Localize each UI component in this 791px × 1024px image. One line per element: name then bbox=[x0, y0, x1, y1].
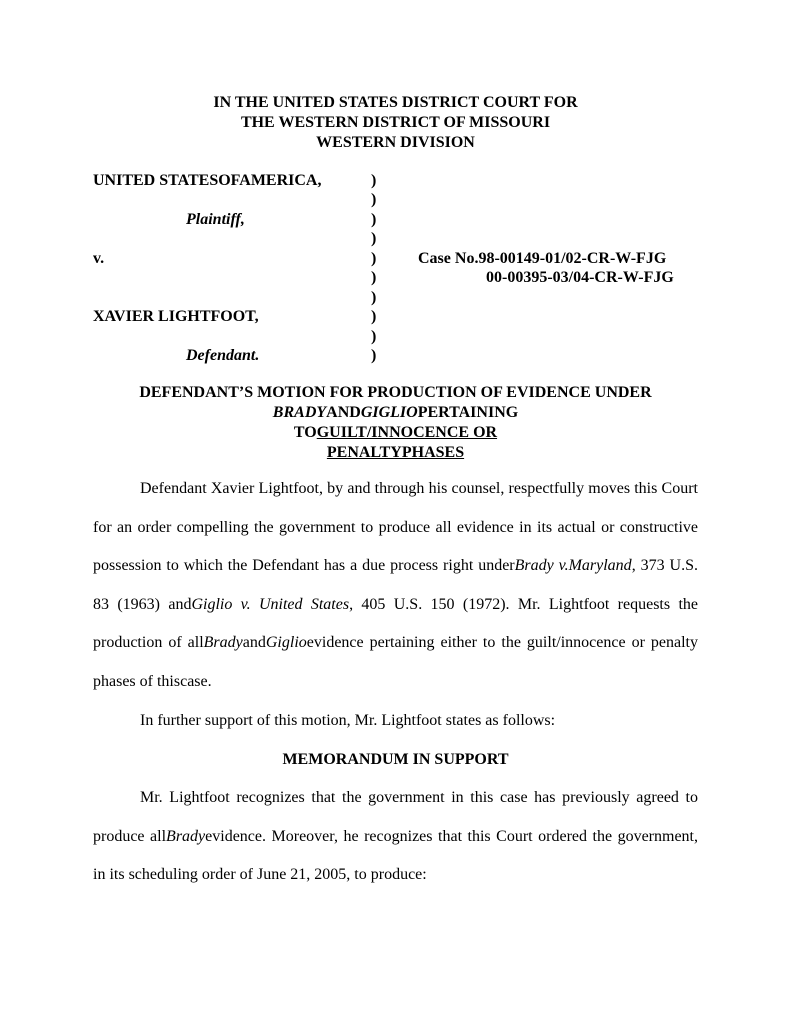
caption-paren: ) bbox=[371, 308, 377, 325]
caption-paren: ) bbox=[371, 250, 377, 267]
defendant-role: Defendant. bbox=[186, 347, 260, 364]
caption-paren: ) bbox=[371, 172, 377, 189]
caption-paren: ) bbox=[371, 289, 377, 306]
para1-italic-1: Brady v.Maryland bbox=[514, 557, 632, 574]
plaintiff-name: UNITED STATESOFAMERICA, bbox=[93, 172, 322, 189]
case-number-1: Case No.98-00149-01/02-CR-W-FJG bbox=[418, 250, 667, 267]
and-text: AND bbox=[326, 404, 361, 421]
motion-title-line-4: PENALTYPHASES bbox=[326, 444, 465, 461]
court-line-1: IN THE UNITED STATES DISTRICT COURT FOR bbox=[213, 94, 578, 111]
para3-italic-1: Brady bbox=[166, 827, 206, 845]
motion-title-line-3 bbox=[0, 423, 791, 443]
para1-text-5: evidence pertaining either to the guilt/innocence or penalty phases of thiscase. bbox=[93, 634, 699, 690]
brady-italic: BRADY bbox=[272, 404, 327, 421]
pertaining-text: PERTAINING bbox=[417, 404, 519, 421]
para3-text-2: evidence. Moreover, he recognizes that this Court ordered the government, in its scheduling order of June 21, 2005, to produce: bbox=[93, 827, 698, 883]
caption-paren: ) bbox=[371, 230, 377, 247]
para1-italic-3: Brady bbox=[203, 634, 243, 651]
caption-paren: ) bbox=[371, 269, 377, 286]
court-line-3: WESTERN DIVISION bbox=[316, 134, 475, 151]
paragraph-3 bbox=[93, 779, 698, 895]
defendant-name: XAVIER LIGHTFOOT, bbox=[93, 308, 259, 325]
to-text: TO bbox=[293, 424, 317, 441]
paragraph-2: In further support of this motion, Mr. Lightfoot states as follows: bbox=[140, 712, 556, 729]
memorandum-heading: MEMORANDUM IN SUPPORT bbox=[282, 751, 509, 768]
para1-italic-4: Giglio bbox=[265, 634, 307, 651]
caption-paren: ) bbox=[371, 191, 377, 208]
caption-paren: ) bbox=[371, 211, 377, 228]
motion-title-line-2 bbox=[0, 403, 791, 423]
giglio-italic: GIGLIO bbox=[360, 404, 418, 421]
motion-title bbox=[0, 383, 791, 463]
para3-text-1: Mr. Lightfoot recognizes that the government in this case has previously agreed to produce all bbox=[93, 789, 698, 845]
court-heading bbox=[0, 93, 791, 153]
para1-text-2: , 373 U.S. 83 (1963) and bbox=[93, 557, 698, 613]
para1-italic-2: Giglio v. United States bbox=[191, 595, 350, 613]
case-number-2: 00-00395-03/04-CR-W-FJG bbox=[486, 269, 674, 286]
caption-paren: ) bbox=[371, 347, 377, 364]
versus: v. bbox=[93, 250, 105, 267]
court-line-2: THE WESTERN DISTRICT OF MISSOURI bbox=[240, 114, 551, 131]
para1-text-1: Defendant Xavier Lightfoot, by and through his counsel, respectfully moves this Court for an order compelling the government to produce all evidence in its actual or constructive possession to which the Defendant has a due process right under bbox=[93, 480, 698, 574]
plaintiff-role: Plaintiff, bbox=[186, 211, 245, 228]
motion-title-line-1: DEFENDANT’S MOTION FOR PRODUCTION OF EVIDENCE UNDER bbox=[139, 384, 652, 401]
para1-text-4: and bbox=[242, 634, 266, 651]
para1-text-3: , 405 U.S. 150 (1972). Mr. Lightfoot requests the production of all bbox=[93, 595, 698, 651]
caption-paren: ) bbox=[371, 328, 377, 345]
guilt-innocence-text: GUILT/INNOCENCE OR bbox=[316, 424, 498, 441]
paragraph-1 bbox=[93, 470, 698, 701]
